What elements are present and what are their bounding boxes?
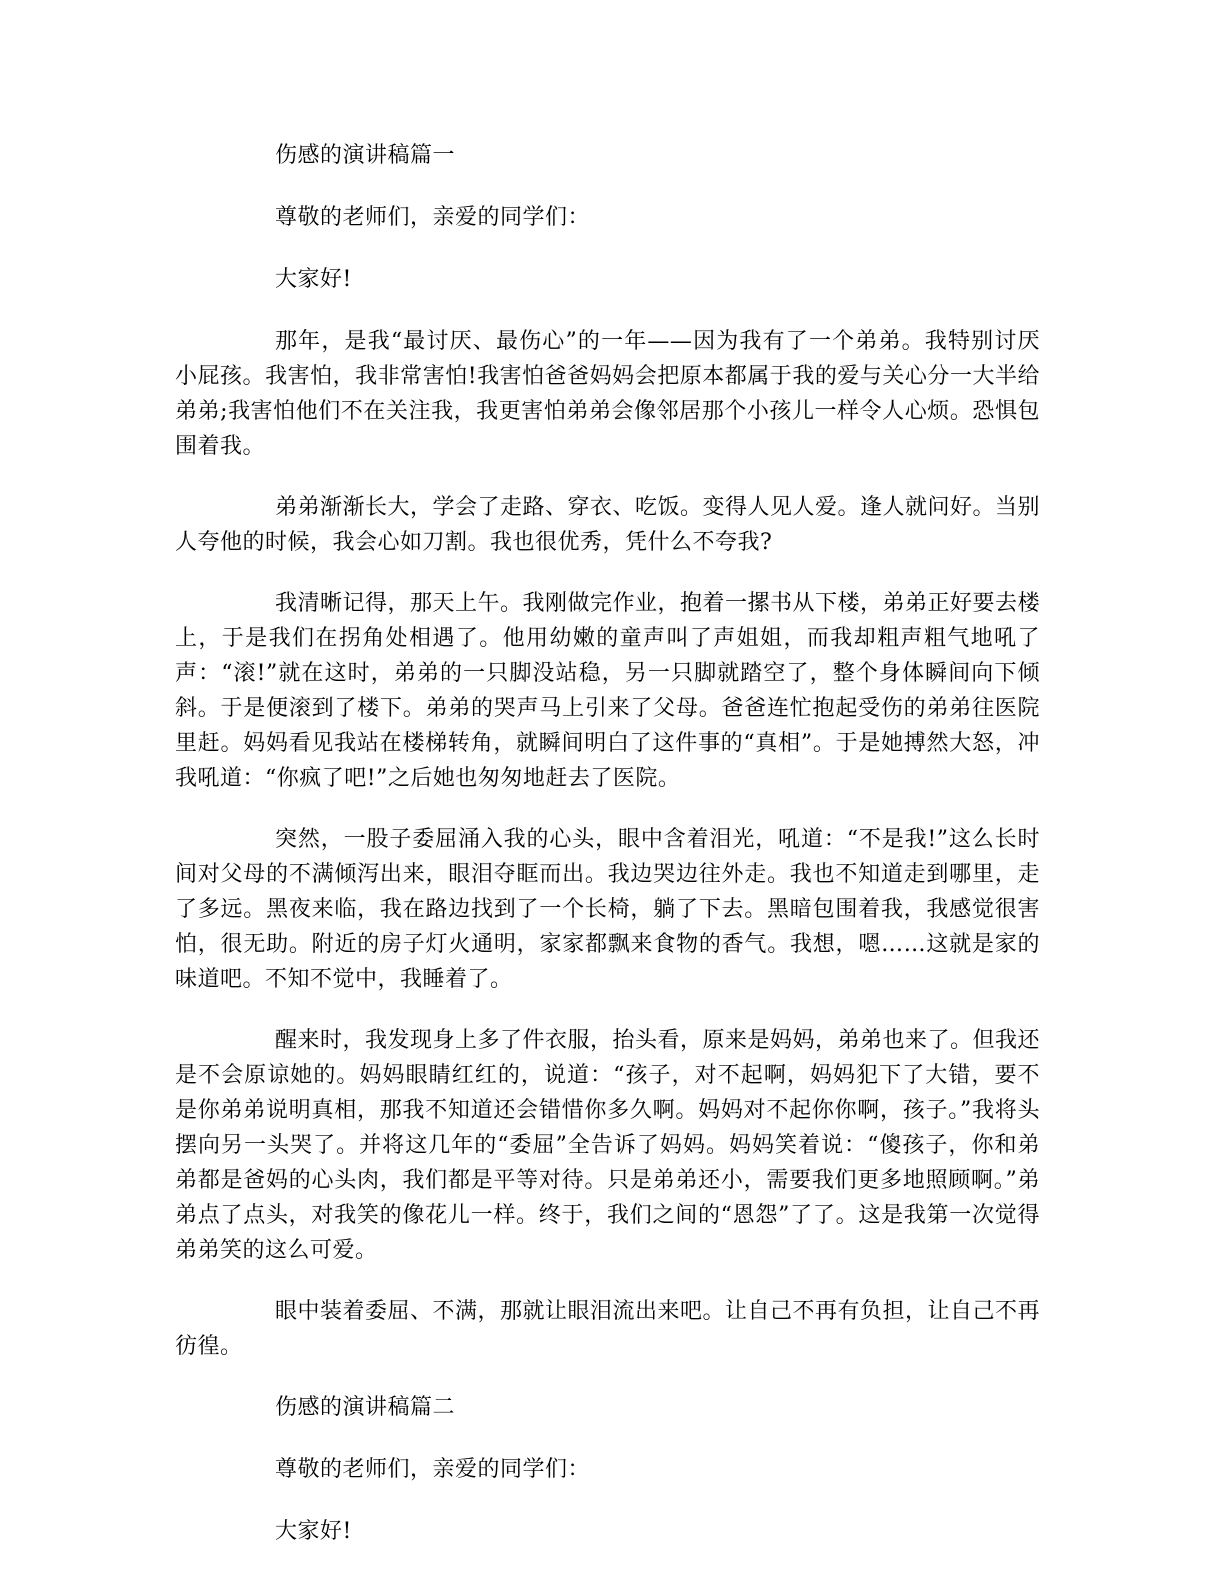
body-paragraph: 那年，是我“最讨厌、最伤心”的一年——因为我有了一个弟弟。我特别讨厌小屁孩。我害怕，我非常害怕!我害怕爸爸妈妈会把原本都属于我的爱与关心分一大半给弟弟;我害怕他们不在关注我，我更害怕弟弟会像邻居那个小孩儿一样令人心烦。恐惧包围着我。 (175, 329, 1040, 459)
section-title-2: 伤感的演讲稿篇二 (275, 1395, 456, 1420)
body-paragraph: 我清晰记得，那天上午。我刚做完作业，抱着一摞书从下楼，弟弟正好要去楼上，于是我们在拐角处相遇了。他用幼嫩的童声叫了声姐姐，而我却粗声粗气地吼了声：“滚!”就在这时，弟弟的一只脚没站稳，另一只脚就踏空了，整个身体瞬间向下倾斜。于是便滚到了楼下。弟弟的哭声马上引来了父母。爸爸连忙抱起受伤的弟弟往医院里赶。妈妈看见我站在楼梯转角，就瞬间明白了这件事的“真相”。于是她搏然大怒，冲我吼道：“你疯了吧!”之后她也匆匆地赶去了医院。 (175, 591, 1041, 791)
section-title-1: 伤感的演讲稿篇一 (275, 143, 456, 168)
document-body (175, 138, 1040, 1576)
greeting-2: 大家好! (275, 1519, 352, 1544)
salutation-1: 尊敬的老师们，亲爱的同学们： (275, 205, 591, 230)
body-paragraph: 醒来时，我发现身上多了件衣服，抬头看，原来是妈妈，弟弟也来了。但我还是不会原谅她的。妈妈眼睛红红的，说道：“孩子，对不起啊，妈妈犯下了大错，要不是你弟弟说明真相，那我不知道还会错惜你多久啊。妈妈对不起你你啊，孩子。”我将头摆向另一头哭了。并将这几年的“委屈”全告诉了妈妈。妈妈笑着说：“傻孩子，你和弟弟都是爸妈的心头肉，我们都是平等对待。只是弟弟还小，需要我们更多地照顾啊。”弟弟点了点头，对我笑的像花儿一样。终于，我们之间的“恩怨”了了。这是我第一次觉得弟弟笑的这么可爱。 (175, 1028, 1041, 1263)
body-paragraph: 突然，一股子委屈涌入我的心头，眼中含着泪光，吼道：“不是我!”这么长时间对父母的不满倾泻出来，眼泪夺眶而出。我边哭边往外走。我也不知道走到哪里，走了多远。黑夜来临，我在路边找到了一个长椅，躺了下去。黑暗包围着我，我感觉很害怕，很无助。附近的房子灯火通明，家家都飘来食物的香气。我想，嗯……这就是家的味道吧。不知不觉中，我睡着了。 (175, 827, 1040, 992)
salutation-2: 尊敬的老师们，亲爱的同学们： (275, 1457, 591, 1482)
greeting-1: 大家好! (275, 267, 352, 292)
body-paragraph: 眼中装着委屈、不满，那就让眼泪流出来吧。让自己不再有负担，让自己不再彷徨。 (175, 1299, 1041, 1359)
body-paragraph: 弟弟渐渐长大，学会了走路、穿衣、吃饭。变得人见人爱。逢人就问好。当别人夸他的时候，我会心如刀割。我也很优秀，凭什么不夸我? (175, 495, 1041, 555)
